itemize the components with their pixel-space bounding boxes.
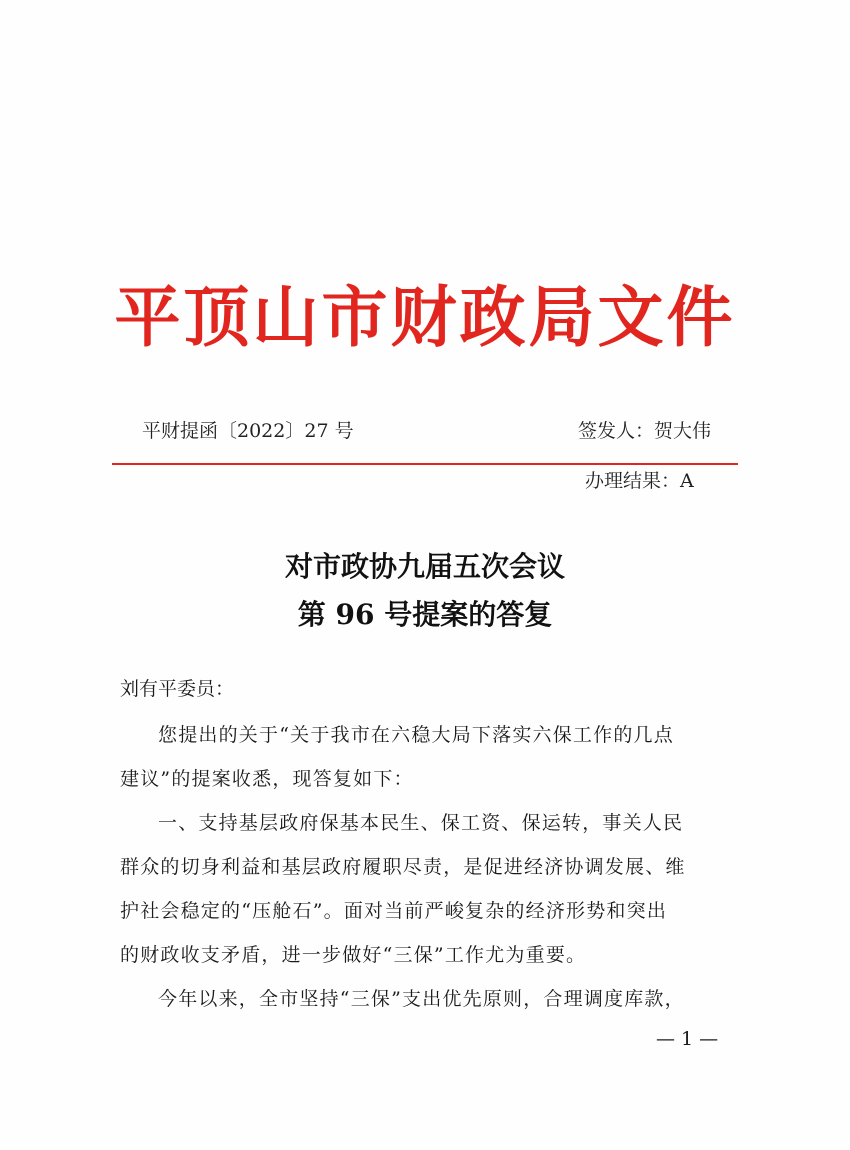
body-line-1: 您提出的关于“关于我市在六稳大局下落实六保工作的几点 (158, 724, 674, 746)
body-line-4: 群众的切身利益和基层政府履职尽责，是促进经济协调发展、维 (120, 856, 686, 878)
salutation: 刘有平委员： (120, 678, 235, 700)
masthead-title: 平顶山市财政局文件 (114, 278, 736, 356)
handling-result: 办理结果：A (585, 470, 694, 492)
body-line-3: 一、支持基层政府保基本民生、保工资、保运转，事关人民 (158, 812, 684, 834)
document-number: 平财提函〔2022〕27 号 (142, 420, 354, 442)
document-title-line-2: 第 96 号提案的答复 (297, 598, 553, 631)
body-line-5: 护社会稳定的“压舱石”。面对当前严峻复杂的经济形势和突出 (120, 900, 668, 922)
page-number: — 1 — (656, 1028, 719, 1050)
red-divider-line (112, 463, 738, 465)
body-line-6: 的财政收支矛盾，进一步做好“三保”工作尤为重要。 (120, 944, 587, 966)
signer: 签发人：贺大伟 (578, 420, 712, 442)
body-line-2: 建议”的提案收悉，现答复如下： (120, 768, 414, 790)
document-title-line-1: 对市政协九届五次会议 (284, 550, 565, 583)
body-line-7: 今年以来，全市坚持“三保”支出优先原则，合理调度库款， (158, 988, 685, 1010)
